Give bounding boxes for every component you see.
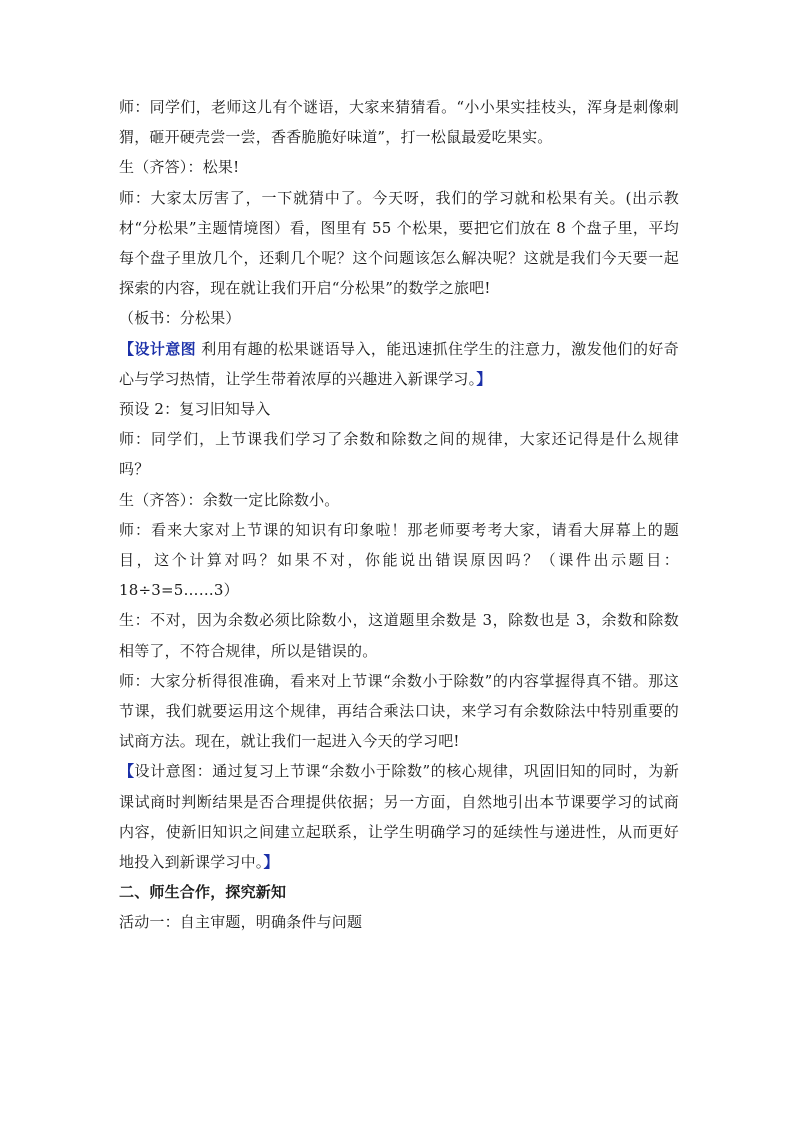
section-2-heading: 二、师生合作，探究新知 xyxy=(119,883,287,902)
teacher-review-question: 师：同学们，上节课我们学习了余数和除数之间的规律，大家还记得是什么规律吗？ xyxy=(119,430,679,479)
intent-label: 设计意图 xyxy=(134,339,197,358)
teacher-transition-paragraph: 师：大家分析得很准确，看来对上节课“余数小于除数”的内容掌握得真不错。那这节课，我们就要运用这个规律，再结合乘法口诀，来学习有余数除法中特别重要的试商方法。现在，就让我们一起进入今天的学习吧! xyxy=(119,671,679,751)
board-writing-note: （板书：分松果） xyxy=(119,309,241,328)
design-intent-2 xyxy=(119,756,679,877)
teacher-riddle-paragraph: 师：同学们，老师这儿有个谜语，大家来猜猜看。“小小果实挂枝头，浑身是刺像刺猬，砸开硬壳尝一尝，香香脆脆好味道”，打一松鼠最爱吃果实。 xyxy=(119,98,679,147)
student-answer-pine-cone: 生（齐答）：松果! xyxy=(119,158,240,177)
intent-open-bracket: 【 xyxy=(119,762,135,781)
intent-close-bracket: 】 xyxy=(476,369,492,388)
intent-open-bracket: 【 xyxy=(119,339,135,358)
preset-2-heading: 预设 2：复习旧知导入 xyxy=(119,400,271,419)
teacher-introduce-topic-paragraph: 师：大家太厉害了，一下就猜中了。今天呀，我们的学习就和松果有关。(出示教材“分松果”主题情境图）看，图里有 55 个松果，要把它们放在 8 个盘子里，平均每个盘子里放几个，还剩几个呢？这个问题该怎么解决呢？这就是我们今天要一起探索的内容，现在就让我们开启“分松果”的数学之旅吧! xyxy=(119,188,679,298)
activity-1-heading: 活动一：自主审题，明确条件与问题 xyxy=(119,913,363,932)
design-intent-1 xyxy=(119,334,679,394)
intent-close-bracket: 】 xyxy=(263,853,279,872)
student-explain-error: 生：不对，因为余数必须比除数小，这道题里余数是 3，除数也是 3，余数和除数相等了，不符合规律，所以是错误的。 xyxy=(119,611,679,660)
teacher-quiz-paragraph: 师：看来大家对上节课的知识有印象啦！那老师要考考大家，请看大屏幕上的题目，这个计算对吗？如果不对，你能说出错误原因吗？（课件出示题目：18÷3=5……3） xyxy=(119,520,679,600)
intent-body: 利用有趣的松果谜语导入，能迅速抓住学生的注意力，激发他们的好奇心与学习热情，让学生带着浓厚的兴趣进入新课学习。 xyxy=(119,339,679,388)
intent-body: 设计意图：通过复习上节课“余数小于除数”的核心规律，巩固旧知的同时，为新课试商时判断结果是否合理提供依据；另一方面，自然地引出本节课要学习的试商内容，使新旧知识之间建立起联系，让学生明确学习的延续性与递进性，从而更好地投入到新课学习中。 xyxy=(119,762,679,872)
student-answer-remainder-rule: 生（齐答）：余数一定比除数小。 xyxy=(119,490,340,509)
lesson-plan-content xyxy=(119,92,679,938)
